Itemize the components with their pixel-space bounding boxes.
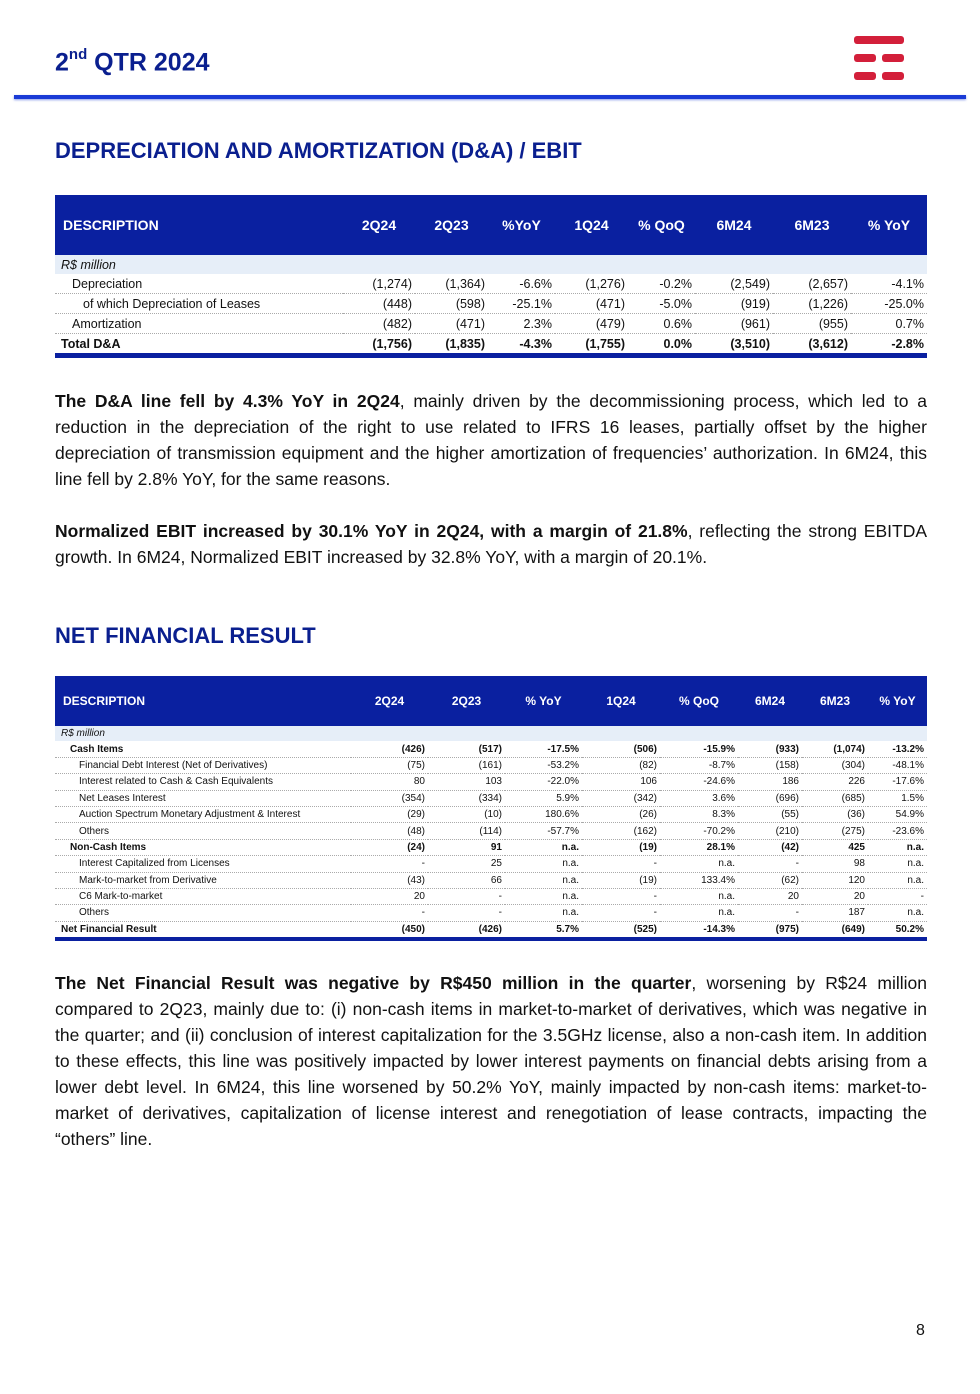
column-header: %YoY bbox=[488, 195, 555, 255]
table-row bbox=[55, 774, 927, 790]
table-cell: (161) bbox=[428, 757, 505, 773]
row-label: Total D&A bbox=[55, 334, 343, 356]
table-cell: (919) bbox=[695, 294, 773, 314]
table-cell: (275) bbox=[802, 823, 868, 839]
paragraph-ebit: Normalized EBIT increased by 30.1% YoY in 2Q24, with a margin of 21.8%, reflecting the strong EBITDA growth. In 6M24, Normalized EBIT increased by 32.8% YoY, with a margin of 20.1%. bbox=[55, 521, 928, 567]
table-cell: (1,074) bbox=[802, 741, 868, 757]
table-cell: (2,549) bbox=[695, 274, 773, 294]
paragraph-net-financial: The Net Financial Result was negative by R$450 million in the quarter, worsening by R$24 million compared to 2Q23, mainly due to: (i) non-cash items in market-to-market of derivatives, which was negative in the quarter; and (ii) conclusion of interest capitalization for the 3.5GHz license, also a non-cash item. In addition to these effects, this line was positively impacted by lower interest payments on financial debts arising from a lower debt level. In 6M24, this line worsened by 50.2% YoY, mainly impacted by non-cash items: market-to-market of derivatives, capitalization of license interest and renegotiation of lease contracts, impacting the “others” line. bbox=[55, 973, 927, 1149]
column-header: 6M24 bbox=[695, 195, 773, 255]
table-cell: -0.2% bbox=[628, 274, 695, 294]
column-header: 2Q24 bbox=[343, 195, 415, 255]
table-cell: -13.2% bbox=[868, 741, 927, 757]
table-cell: (961) bbox=[695, 314, 773, 334]
company-logo bbox=[852, 36, 906, 80]
table-cell: n.a. bbox=[505, 872, 582, 888]
column-header: DESCRIPTION bbox=[55, 195, 343, 255]
column-header: 1Q24 bbox=[555, 195, 628, 255]
table-cell: 20 bbox=[351, 888, 428, 904]
table-cell: (525) bbox=[582, 921, 660, 939]
row-label: Non-Cash Items bbox=[55, 839, 351, 855]
table-cell: - bbox=[582, 888, 660, 904]
row-label: C6 Mark-to-market bbox=[55, 888, 351, 904]
net-financial-table bbox=[55, 676, 927, 941]
table-row bbox=[55, 921, 927, 939]
table-cell: (696) bbox=[738, 790, 802, 806]
table-cell: -23.6% bbox=[868, 823, 927, 839]
row-label: Mark-to-market from Derivative bbox=[55, 872, 351, 888]
table-row bbox=[55, 872, 927, 888]
page-number: 8 bbox=[916, 1322, 925, 1339]
table-cell: 0.7% bbox=[851, 314, 927, 334]
table-cell: (933) bbox=[738, 741, 802, 757]
table-cell: (43) bbox=[351, 872, 428, 888]
table-cell: n.a. bbox=[660, 905, 738, 921]
table-cell: (36) bbox=[802, 806, 868, 822]
row-label: Interest Capitalized from Licenses bbox=[55, 856, 351, 872]
table-cell: - bbox=[428, 905, 505, 921]
header-divider bbox=[14, 95, 966, 99]
table-cell: 186 bbox=[738, 774, 802, 790]
table-cell: -17.5% bbox=[505, 741, 582, 757]
column-header: 2Q23 bbox=[415, 195, 488, 255]
column-header: 2Q23 bbox=[428, 676, 505, 726]
table-cell: 187 bbox=[802, 905, 868, 921]
table-cell: n.a. bbox=[505, 905, 582, 921]
table-cell: (685) bbox=[802, 790, 868, 806]
table-cell: (975) bbox=[738, 921, 802, 939]
table-cell: (450) bbox=[351, 921, 428, 939]
table-cell: (1,276) bbox=[555, 274, 628, 294]
table-cell: (482) bbox=[343, 314, 415, 334]
section-title-net-financial: NET FINANCIAL RESULT bbox=[55, 623, 316, 648]
table-cell: -48.1% bbox=[868, 757, 927, 773]
table-row bbox=[55, 757, 927, 773]
row-label: Interest related to Cash & Cash Equivalents bbox=[55, 774, 351, 790]
row-label: Depreciation bbox=[55, 274, 343, 294]
table-row bbox=[55, 856, 927, 872]
table-row bbox=[55, 314, 927, 334]
table-cell: (1,756) bbox=[343, 334, 415, 356]
table-cell: 2.3% bbox=[488, 314, 555, 334]
table-cell: 0.0% bbox=[628, 334, 695, 356]
table-cell: n.a. bbox=[660, 856, 738, 872]
table-cell: (1,364) bbox=[415, 274, 488, 294]
table-cell: 54.9% bbox=[868, 806, 927, 822]
table-cell: (1,755) bbox=[555, 334, 628, 356]
table-row bbox=[55, 294, 927, 314]
table-cell: (2,657) bbox=[773, 274, 851, 294]
table-cell: 0.6% bbox=[628, 314, 695, 334]
table-cell: (426) bbox=[428, 921, 505, 939]
table-cell: - bbox=[351, 905, 428, 921]
table-cell: n.a. bbox=[505, 839, 582, 855]
table-cell: (334) bbox=[428, 790, 505, 806]
table-cell: 20 bbox=[738, 888, 802, 904]
table-cell: (342) bbox=[582, 790, 660, 806]
column-header: 6M23 bbox=[802, 676, 868, 726]
table-row bbox=[55, 741, 927, 757]
table-cell: (506) bbox=[582, 741, 660, 757]
table-cell: - bbox=[582, 905, 660, 921]
table-cell: 66 bbox=[428, 872, 505, 888]
table-cell: 106 bbox=[582, 774, 660, 790]
unit-label: R$ million bbox=[55, 726, 927, 741]
table-cell: (448) bbox=[343, 294, 415, 314]
row-label: Others bbox=[55, 905, 351, 921]
table-cell: (471) bbox=[415, 314, 488, 334]
table-cell: 98 bbox=[802, 856, 868, 872]
table-cell: 25 bbox=[428, 856, 505, 872]
table-cell: (29) bbox=[351, 806, 428, 822]
table-row bbox=[55, 790, 927, 806]
table-cell: (42) bbox=[738, 839, 802, 855]
unit-row bbox=[55, 255, 927, 274]
table-cell: - bbox=[428, 888, 505, 904]
table-cell: 133.4% bbox=[660, 872, 738, 888]
row-label: Net Leases Interest bbox=[55, 790, 351, 806]
column-header: 6M24 bbox=[738, 676, 802, 726]
table-cell: - bbox=[868, 888, 927, 904]
table-cell: (955) bbox=[773, 314, 851, 334]
table-cell: n.a. bbox=[660, 888, 738, 904]
column-header: 1Q24 bbox=[582, 676, 660, 726]
table-cell: (3,612) bbox=[773, 334, 851, 356]
table-cell: (158) bbox=[738, 757, 802, 773]
table-cell: (649) bbox=[802, 921, 868, 939]
row-label: Auction Spectrum Monetary Adjustment & Interest bbox=[55, 806, 351, 822]
table-cell: 20 bbox=[802, 888, 868, 904]
table-cell: 103 bbox=[428, 774, 505, 790]
table-cell: (1,835) bbox=[415, 334, 488, 356]
table-cell: n.a. bbox=[868, 872, 927, 888]
section-title-da-ebit: DEPRECIATION AND AMORTIZATION (D&A) / EBIT bbox=[55, 138, 582, 163]
table-row bbox=[55, 839, 927, 855]
table-cell: (354) bbox=[351, 790, 428, 806]
table-cell: n.a. bbox=[868, 839, 927, 855]
row-label: Amortization bbox=[55, 314, 343, 334]
table-cell: 180.6% bbox=[505, 806, 582, 822]
column-header: % QoQ bbox=[628, 195, 695, 255]
table-cell: (210) bbox=[738, 823, 802, 839]
table-cell: -14.3% bbox=[660, 921, 738, 939]
table-cell: -6.6% bbox=[488, 274, 555, 294]
table-cell: (82) bbox=[582, 757, 660, 773]
table-cell: -5.0% bbox=[628, 294, 695, 314]
da-table bbox=[55, 195, 927, 358]
table-cell: 5.9% bbox=[505, 790, 582, 806]
table-cell: -53.2% bbox=[505, 757, 582, 773]
table-cell: n.a. bbox=[505, 888, 582, 904]
table-cell: 120 bbox=[802, 872, 868, 888]
table-cell: -25.1% bbox=[488, 294, 555, 314]
table-cell: 80 bbox=[351, 774, 428, 790]
table-cell: (114) bbox=[428, 823, 505, 839]
table-cell: - bbox=[582, 856, 660, 872]
table-cell: (62) bbox=[738, 872, 802, 888]
table-cell: 5.7% bbox=[505, 921, 582, 939]
table-cell: -24.6% bbox=[660, 774, 738, 790]
table-cell: - bbox=[738, 905, 802, 921]
table-row bbox=[55, 905, 927, 921]
table-cell: (162) bbox=[582, 823, 660, 839]
table-cell: (24) bbox=[351, 839, 428, 855]
table-row bbox=[55, 806, 927, 822]
table-cell: (19) bbox=[582, 872, 660, 888]
column-header: 6M23 bbox=[773, 195, 851, 255]
table-row bbox=[55, 823, 927, 839]
unit-label: R$ million bbox=[55, 255, 927, 274]
table-cell: (3,510) bbox=[695, 334, 773, 356]
table-cell: -2.8% bbox=[851, 334, 927, 356]
row-label: of which Depreciation of Leases bbox=[55, 294, 343, 314]
table-cell: (1,226) bbox=[773, 294, 851, 314]
table-cell: (10) bbox=[428, 806, 505, 822]
table-cell: (517) bbox=[428, 741, 505, 757]
table-cell: 28.1% bbox=[660, 839, 738, 855]
table-cell: 1.5% bbox=[868, 790, 927, 806]
table-cell: 50.2% bbox=[868, 921, 927, 939]
unit-row bbox=[55, 726, 927, 741]
column-header: % YoY bbox=[851, 195, 927, 255]
table-cell: (19) bbox=[582, 839, 660, 855]
table-row bbox=[55, 274, 927, 294]
table-cell: 8.3% bbox=[660, 806, 738, 822]
column-header: % YoY bbox=[868, 676, 927, 726]
table-cell: -70.2% bbox=[660, 823, 738, 839]
table-cell: (1,274) bbox=[343, 274, 415, 294]
table-cell: -25.0% bbox=[851, 294, 927, 314]
paragraph-da: The D&A line fell by 4.3% YoY in 2Q24, mainly driven by the decommissioning process, which led to a reduction in the depreciation of the right to use related to IFRS 16 leases, partially offset by the higher depreciation of transmission equipment and the higher amortization of frequencies’ authorization. In 6M24, this line fell by 2.8% YoY, for the same reasons. bbox=[55, 391, 927, 489]
table-cell: (598) bbox=[415, 294, 488, 314]
table-cell: (479) bbox=[555, 314, 628, 334]
table-row bbox=[55, 334, 927, 356]
table-header-row bbox=[55, 195, 927, 255]
row-label: Cash Items bbox=[55, 741, 351, 757]
table-row bbox=[55, 888, 927, 904]
table-cell: 425 bbox=[802, 839, 868, 855]
table-cell: 3.6% bbox=[660, 790, 738, 806]
column-header: DESCRIPTION bbox=[55, 676, 351, 726]
row-label: Financial Debt Interest (Net of Derivatives) bbox=[55, 757, 351, 773]
column-header: % QoQ bbox=[660, 676, 738, 726]
table-cell: (471) bbox=[555, 294, 628, 314]
table-cell: (304) bbox=[802, 757, 868, 773]
table-cell: n.a. bbox=[868, 905, 927, 921]
table-cell: n.a. bbox=[505, 856, 582, 872]
table-cell: -22.0% bbox=[505, 774, 582, 790]
report-period-title: 2nd QTR 2024 bbox=[55, 46, 210, 77]
table-cell: (75) bbox=[351, 757, 428, 773]
column-header: 2Q24 bbox=[351, 676, 428, 726]
table-cell: (48) bbox=[351, 823, 428, 839]
table-cell: -17.6% bbox=[868, 774, 927, 790]
table-header-row bbox=[55, 676, 927, 726]
table-cell: -4.1% bbox=[851, 274, 927, 294]
row-label: Others bbox=[55, 823, 351, 839]
row-label: Net Financial Result bbox=[55, 921, 351, 939]
table-cell: (55) bbox=[738, 806, 802, 822]
table-cell: 91 bbox=[428, 839, 505, 855]
table-cell: -4.3% bbox=[488, 334, 555, 356]
column-header: % YoY bbox=[505, 676, 582, 726]
table-cell: (26) bbox=[582, 806, 660, 822]
table-cell: 226 bbox=[802, 774, 868, 790]
table-cell: (426) bbox=[351, 741, 428, 757]
table-cell: -15.9% bbox=[660, 741, 738, 757]
table-cell: - bbox=[738, 856, 802, 872]
table-cell: n.a. bbox=[868, 856, 927, 872]
table-cell: -57.7% bbox=[505, 823, 582, 839]
table-cell: -8.7% bbox=[660, 757, 738, 773]
table-cell: - bbox=[351, 856, 428, 872]
